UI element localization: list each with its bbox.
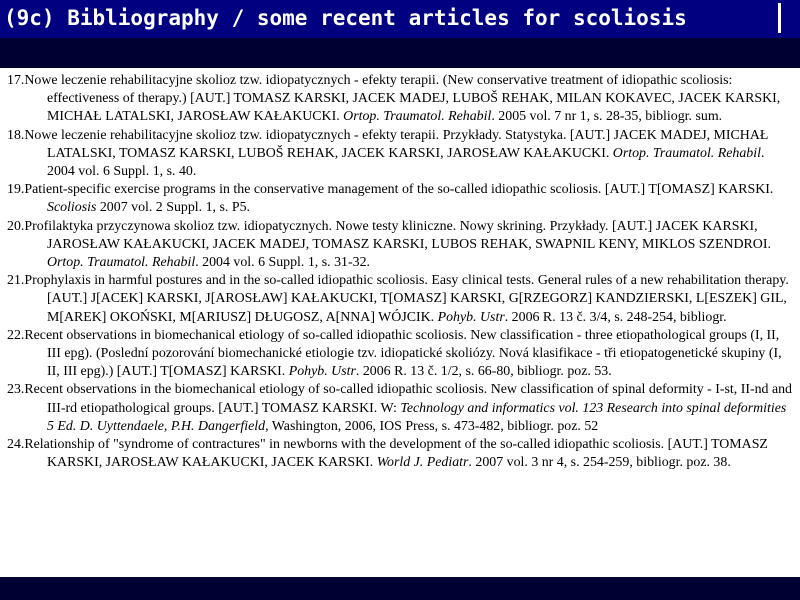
bibliography-entry [7,218,793,273]
entry-text: 20.Profilaktyka przyczynowa skolioz tzw. idiopatycznych. Nowe testy kliniczne. Nowy skrining. Przykłady. [AUT.] JACEK KARSKI, JAROSŁAW KAŁAKUCKI, JACEK MADEJ, TOMASZ KARSKI, LUBOS REHAK, SWAPNIL KENY, MIKLOS SZENDROI. [7,218,771,252]
entry-details: . 2006 R. 13 č. 3/4, s. 248-254, bibliogr. [504,309,727,325]
entry-details: . 2004 vol. 6 Suppl. 1, s. 31-32. [195,255,370,271]
entry-details: 2007 vol. 2 Suppl. 1, s. P5. [96,200,250,216]
entry-journal: Scoliosis [47,200,97,216]
title-bar [0,0,800,38]
entry-journal: Ortop. Traumatol. Rehabil [343,109,492,125]
header-band [0,38,800,68]
entry-text: 22.Recent observations in biomechanical etiology of so-called idiopathic scoliosis. New classification - three etiopathological groups (I, II, III epg). (Poslední pozorování biomechanické etiologie tzv. idiopatické skoliózy. Nová klasifikace - tři etiopatogenetické skupiny (I, II, III epg).) [AUT.] T[OMASZ] KARSKI. [7,327,782,380]
bibliography-entry [7,381,793,436]
entry-journal: Ortop. Traumatol. Rehabil [612,145,761,161]
page-title: (9c) Bibliography / some recent articles for scoliosis [4,3,781,33]
bibliography-entry [7,327,793,382]
entry-details: , Washington, 2006, IOS Press, s. 473-482, bibliogr. poz. 52 [265,418,599,434]
entry-text: 19.Patient-specific exercise programs in the conservative management of the so-called idiopathic scoliosis. [AUT.] T[OMASZ] KARSKI. [7,182,774,198]
entry-details: . 2005 vol. 7 nr 1, s. 28-35, bibliogr. sum. [491,109,723,125]
bibliography-entry [7,272,793,327]
entry-details: . 2006 R. 13 č. 1/2, s. 66-80, bibliogr. poz. 53. [355,364,612,380]
entry-text: 23.Recent observations in the biomechanical etiology of so-called idiopathic scoliosis. New classification of spinal deformity - I-st, II-nd and III-rd etiopathological groups. [AUT.] TOMASZ KARSKI. W: [7,382,792,416]
divider [0,68,800,70]
bibliography-entry [7,127,793,182]
entry-text: 17.Nowe leczenie rehabilitacyjne skolioz tzw. idiopatycznych - efekty terapii. (New conservative treatment of idiopathic scoliosis: effectiveness of therapy.) [AUT.] TOMASZ KARSKI, JACEK MADEJ, LUBOŠ REHAK, MILAN KOKAVEC, JACEK KARSKI, MICHAŁ LATALSKI, JAROSŁAW KAŁAKUCKI. [7,73,781,125]
entry-journal: World J. Pediatr [376,455,469,471]
entry-text: 18.Nowe leczenie rehabilitacyjne skolioz tzw. idiopatycznych - efekty terapii. Przykłady. Statystyka. [AUT.] JACEK MADEJ, MICHAŁ LATALSKI, TOMASZ KARSKI, LUBOŠ REHAK, JACEK KARSKI, JAROSŁAW KAŁAKUCKI. [7,127,769,161]
entry-journal: Ortop. Traumatol. Rehabil [47,255,196,271]
entry-text: 21.Prophylaxis in harmful postures and in the so-called idiopathic scoliosis. Easy clinical tests. General rules of a new rehabilitation therapy. [AUT.] J[ACEK] KARSKI, J[AROSŁAW] KAŁAKUCKI, T[OMASZ] KARSKI, G[RZEGORZ] KANDZIERSKI, L[ESZEK] GIL, M[AREK] OKOŃSKI, M[ARIUSZ] DŁUGOSZ, A[NNA] WÓJCIK. [7,273,789,325]
entry-details: . 2004 vol. 6 Suppl. 1, s. 40. [47,145,765,180]
bibliography-entry [7,436,793,472]
entry-text: 24.Relationship of "syndrome of contractures" in newborns with the development of the so-called idiopathic scoliosis. [AUT.] TOMASZ KARSKI, JAROSŁAW KAŁAKUCKI, JACEK KARSKI. [7,437,768,471]
bibliography-list [7,72,793,575]
entry-journal: Pohyb. Ustr [288,364,356,380]
bibliography-entry [7,181,793,217]
footer-band [0,577,800,600]
entry-journal: Pohyb. Ustr [437,309,505,325]
entry-journal: Technology and informatics vol. 123 Research into spinal deformities 5 Ed. D. Uyttendaele, P.H. Dangerfield [47,400,787,434]
bibliography-entry [7,72,793,127]
entry-details: . 2007 vol. 3 nr 4, s. 254-259, bibliogr. poz. 38. [468,455,731,471]
